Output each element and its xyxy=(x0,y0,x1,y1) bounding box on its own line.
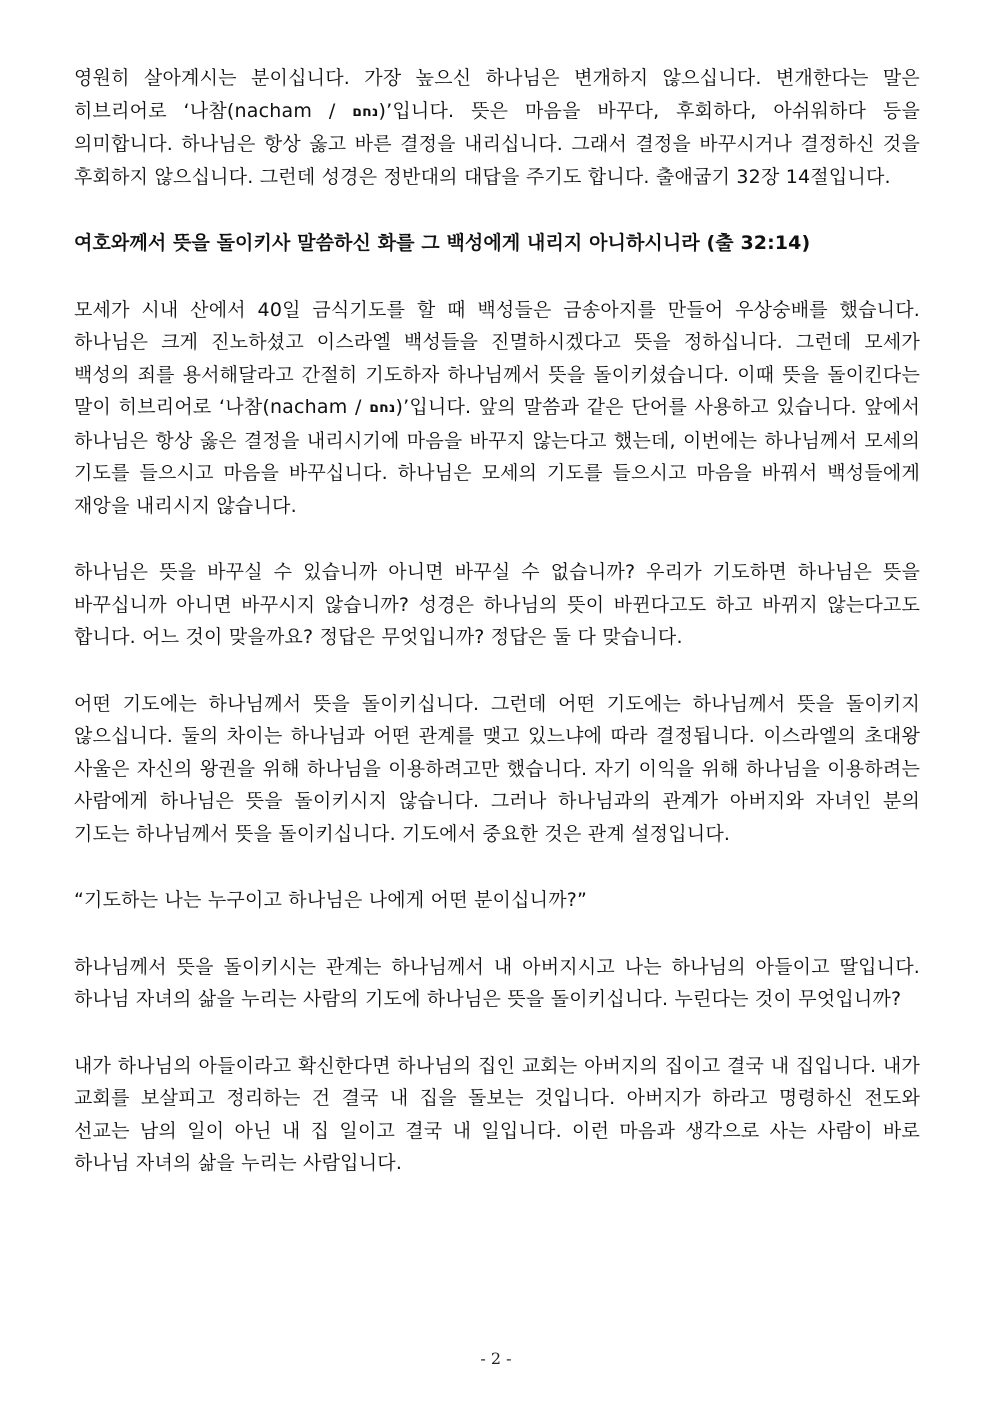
paragraph-1 xyxy=(74,62,920,193)
hebrew-word-nacham: נחם xyxy=(352,103,379,120)
paragraph-1-text-cont: )’입니다. 뜻은 마음을 바꾸다, 후회하다, 아쉬워하다 등을 의미합니다. 하나님은 항상 옳고 바른 결정을 내리십니다. 그래서 결정을 바꾸시거나 결정하신 것을 후회하지 않으십니다. 그런데 성경은 정반대의 대답을 주기도 합니다. 출애굽기 32장 14절입니다. xyxy=(74,99,920,188)
quote-line: “기도하는 나는 누구이고 하나님은 나에게 어떤 분이십니까?” xyxy=(74,889,588,911)
document-body xyxy=(74,62,920,1214)
paragraph-8: 내가 하나님의 아들이라고 확신한다면 하나님의 집인 교회는 아버지의 집이고 결국 내 집입니다. 내가 교회를 보살피고 정리하는 건 결국 내 집을 돌보는 것입니다. 아버지가 하라고 명령하신 전도와 선교는 남의 일이 아닌 내 집 일이고 결국 내 일입니다. 이런 마음과 생각으로 사는 사람이 바로 하나님 자녀의 삶을 누리는 사람입니다. xyxy=(74,1054,920,1174)
paragraph-3-text-cont: )’입니다. 앞의 말씀과 같은 단어를 사용하고 있습니다. 앞에서 하나님은 항상 옳은 결정을 내리시기에 마음을 바꾸지 않는다고 했는데, 이번에는 하나님께서 모세의 기도를 들으시고 마음을 바꾸십니다. 하나님은 모세의 기도를 들으시고 마음을 바꿔서 백성들에게 재앙을 내리시지 않습니다. xyxy=(74,396,920,517)
paragraph-1-text: 영원히 살아계시는 분이십니다. 가장 높으신 하나님은 변개하지 않으십니다. 변개한다는 말은 히브리어로 ‘나참(nacham / xyxy=(74,67,920,122)
page-number: - 2 - xyxy=(480,1349,512,1368)
paragraph-3-text: 모세가 시내 산에서 40일 금식기도를 할 때 백성들은 금송아지를 만들어 우상숭배를 했습니다. 하나님은 크게 진노하셨고 이스라엘 백성들을 진멸하시겠다고 뜻을 정하십니다. 그런데 모세가 백성의 죄를 용서해달라고 간절히 기도하자 하나님께서 뜻을 돌이키셨습니다. 이때 뜻을 돌이킨다는 말이 히브리어로 ‘나참(nacham / xyxy=(74,298,920,418)
paragraph-4: 하나님은 뜻을 바꾸실 수 있습니까 아니면 바꾸실 수 없습니까? 우리가 기도하면 하나님은 뜻을 바꾸십니까 아니면 바꾸시지 않습니까? 성경은 하나님의 뜻이 바뀐다고도 하고 바뀌지 않는다고도 합니다. 어느 것이 맞을까요? 정답은 무엇입니까? 정답은 둘 다 맞습니다. xyxy=(74,561,920,648)
paragraph-7: 하나님께서 뜻을 돌이키시는 관계는 하나님께서 내 아버지시고 나는 하나님의 아들이고 딸입니다. 하나님 자녀의 삶을 누리는 사람의 기도에 하나님은 뜻을 돌이키십니다. 누린다는 것이 무엇입니까? xyxy=(74,955,920,1010)
paragraph-3 xyxy=(74,294,920,523)
hebrew-word-nacham: נחם xyxy=(369,400,396,416)
scripture-verse: 여호와께서 뜻을 돌이키사 말씀하신 화를 그 백성에게 내리지 아니하시니라 (출 32:14) xyxy=(74,232,811,254)
paragraph-5: 어떤 기도에는 하나님께서 뜻을 돌이키십니다. 그런데 어떤 기도에는 하나님께서 뜻을 돌이키지 않으십니다. 둘의 차이는 하나님과 어떤 관계를 맺고 있느냐에 따라 결정됩니다. 이스라엘의 초대왕 사울은 자신의 왕권을 위해 하나님을 이용하려고만 했습니다. 자기 이익을 위해 하나님을 이용하려는 사람에게 하나님은 뜻을 돌이키시지 않습니다. 그러나 하나님과의 관계가 아버지와 자녀인 분의 기도는 하나님께서 뜻을 돌이키십니다. 기도에서 중요한 것은 관계 설정입니다. xyxy=(74,692,920,845)
